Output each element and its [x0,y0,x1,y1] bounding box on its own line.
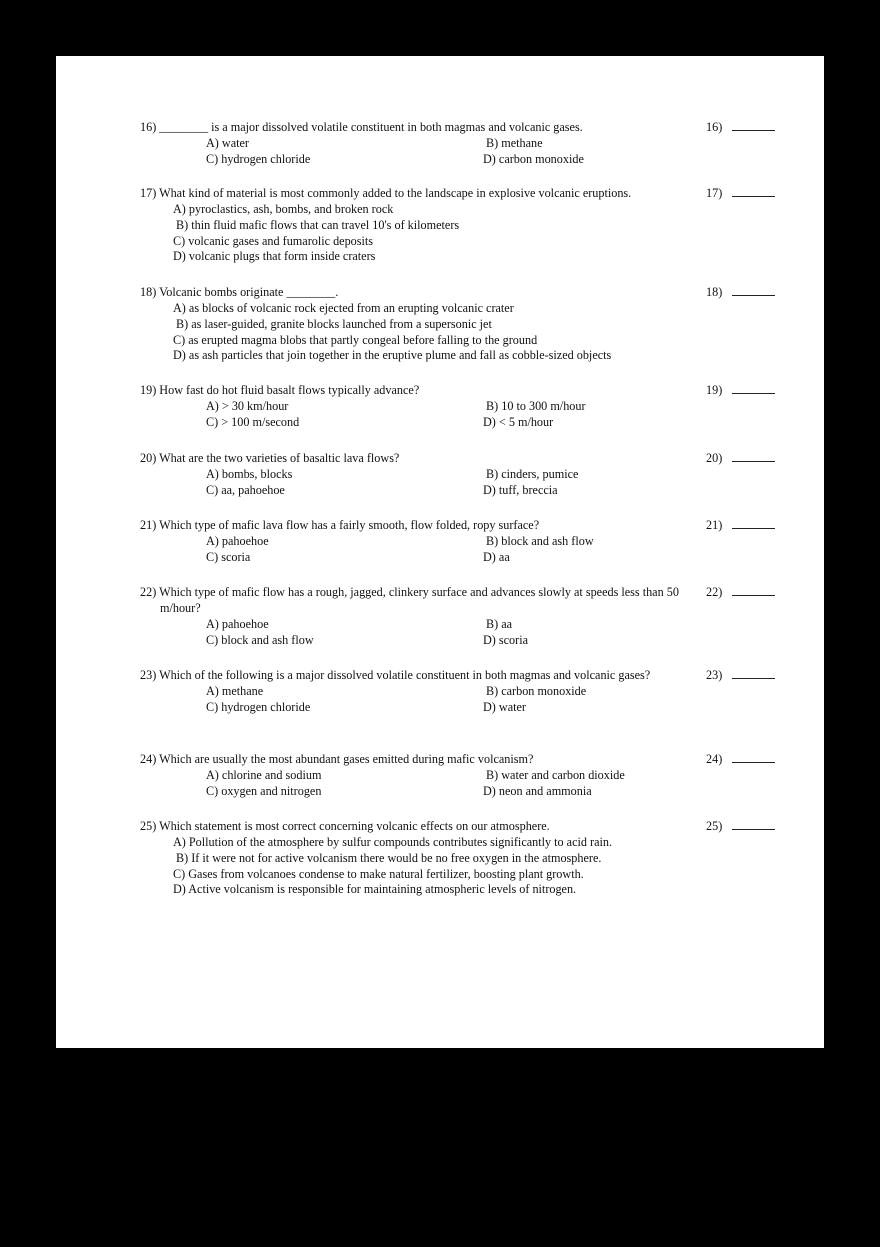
answer-blank[interactable] [732,819,775,830]
exam-page [56,56,824,1048]
answer-blank[interactable] [732,668,775,679]
answer-number: 18) [706,285,723,299]
answer-slot-23[interactable] [706,667,786,683]
option-c[interactable]: C) Gases from volcanoes condense to make natural fertilizer, boosting plant growth. [173,866,584,881]
option-c[interactable]: C) aa, pahoehoe [206,483,285,497]
option-d[interactable]: D) volcanic plugs that form inside craters [173,249,376,264]
question-number: 22) [140,585,157,599]
question-number: 24) [140,752,157,766]
option-b[interactable]: B) aa [486,617,513,631]
option-d[interactable]: D) aa [483,550,510,564]
question-stem: Volcanic bombs originate ________. [159,285,339,299]
option-d[interactable]: D) scoria [483,633,529,647]
question-stem: Which type of mafic lava flow has a fairly smooth, flow folded, ropy surface? [159,518,540,532]
question-stem: How fast do hot fluid basalt flows typically advance? [159,383,420,397]
option-a[interactable]: A) methane [206,684,264,698]
answer-slot-21[interactable] [706,517,786,533]
option-d[interactable]: D) water [483,700,526,714]
answer-number: 20) [706,451,723,465]
question-stem: Which type of mafic flow has a rough, jagged, clinkery surface and advances slowly at speeds less than 50 m/hour? [159,585,679,615]
option-d[interactable]: D) neon and ammonia [483,784,592,798]
answer-number: 24) [706,752,723,766]
answer-blank[interactable] [732,383,775,394]
answer-number: 22) [706,585,723,599]
answer-number: 17) [706,186,723,200]
question-stem: ________ is a major dissolved volatile constituent in both magmas and volcanic gases. [159,120,583,134]
question-number: 19) [140,383,157,397]
option-d[interactable]: D) carbon monoxide [483,152,584,166]
option-b[interactable]: B) thin fluid mafic flows that can travel 10's of kilometers [176,217,460,232]
option-b[interactable]: B) block and ash flow [486,534,594,548]
answer-slot-16[interactable] [706,119,786,135]
answer-blank[interactable] [732,585,775,596]
answer-number: 16) [706,120,723,134]
option-b[interactable]: B) as laser-guided, granite blocks launched from a supersonic jet [176,316,492,331]
question-number: 17) [140,186,157,200]
answer-slot-24[interactable] [706,751,786,767]
answer-blank[interactable] [732,285,775,296]
question-number: 18) [140,285,157,299]
question-18 [140,284,740,363]
question-25 [140,818,740,897]
option-b[interactable]: B) 10 to 300 m/hour [486,399,586,413]
option-c[interactable]: C) as erupted magma blobs that partly congeal before falling to the ground [173,332,538,347]
answer-number: 21) [706,518,723,532]
option-b[interactable]: B) cinders, pumice [486,467,579,481]
answer-slot-20[interactable] [706,450,786,466]
answer-slot-22[interactable] [706,584,786,600]
answer-slot-18[interactable] [706,284,786,300]
answer-number: 23) [706,668,723,682]
answer-blank[interactable] [732,451,775,462]
question-17 [140,185,740,264]
question-number: 21) [140,518,157,532]
option-a[interactable]: A) as blocks of volcanic rock ejected from an erupting volcanic crater [173,301,514,315]
option-a[interactable]: A) bombs, blocks [206,467,293,481]
option-c[interactable]: C) hydrogen chloride [206,152,311,166]
answer-blank[interactable] [732,186,775,197]
option-c[interactable]: C) block and ash flow [206,633,314,647]
question-number: 23) [140,668,157,682]
question-stem: Which are usually the most abundant gases emitted during mafic volcanism? [159,752,534,766]
question-stem: Which of the following is a major dissolved volatile constituent in both magmas and volcanic gases? [159,668,651,682]
option-b[interactable]: B) carbon monoxide [486,684,587,698]
question-stem: What kind of material is most commonly added to the landscape in explosive volcanic eruptions. [159,186,632,200]
question-20 [140,450,740,498]
option-a[interactable]: A) chlorine and sodium [206,768,322,782]
option-c[interactable]: C) hydrogen chloride [206,700,311,714]
question-21 [140,517,740,565]
option-d[interactable]: D) tuff, breccia [483,483,558,497]
question-number: 20) [140,451,157,465]
option-d[interactable]: D) as ash particles that join together in the eruptive plume and fall as cobble-sized objects [173,348,612,363]
option-a[interactable]: A) pahoehoe [206,534,269,548]
answer-number: 25) [706,819,723,833]
question-stem: Which statement is most correct concerning volcanic effects on our atmosphere. [159,819,550,833]
option-d[interactable]: D) < 5 m/hour [483,415,554,429]
question-stem: What are the two varieties of basaltic lava flows? [159,451,400,465]
option-c[interactable]: C) scoria [206,550,251,564]
option-a[interactable]: A) pyroclastics, ash, bombs, and broken rock [173,202,394,216]
option-a[interactable]: A) Pollution of the atmosphere by sulfur compounds contributes significantly to acid rain. [173,835,613,849]
option-c[interactable]: C) > 100 m/second [206,415,300,429]
answer-number: 19) [706,383,723,397]
question-23 [140,667,740,715]
option-b[interactable]: B) If it were not for active volcanism there would be no free oxygen in the atmosphere. [176,850,602,865]
answer-blank[interactable] [732,752,775,763]
question-16 [140,119,740,167]
option-a[interactable]: A) > 30 km/hour [206,399,289,413]
option-d[interactable]: D) Active volcanism is responsible for maintaining atmospheric levels of nitrogen. [173,882,577,897]
option-b[interactable]: B) methane [486,136,543,150]
question-22 [140,584,740,648]
answer-blank[interactable] [732,518,775,529]
question-19 [140,382,740,430]
question-number: 25) [140,819,157,833]
question-number: 16) [140,120,157,134]
option-c[interactable]: C) oxygen and nitrogen [206,784,322,798]
option-b[interactable]: B) water and carbon dioxide [486,768,625,782]
answer-slot-17[interactable] [706,185,786,201]
question-24 [140,751,740,799]
answer-slot-25[interactable] [706,818,786,834]
option-a[interactable]: A) water [206,136,249,150]
answer-slot-19[interactable] [706,382,786,398]
answer-blank[interactable] [732,120,775,131]
option-a[interactable]: A) pahoehoe [206,617,269,631]
option-c[interactable]: C) volcanic gases and fumarolic deposits [173,233,374,248]
